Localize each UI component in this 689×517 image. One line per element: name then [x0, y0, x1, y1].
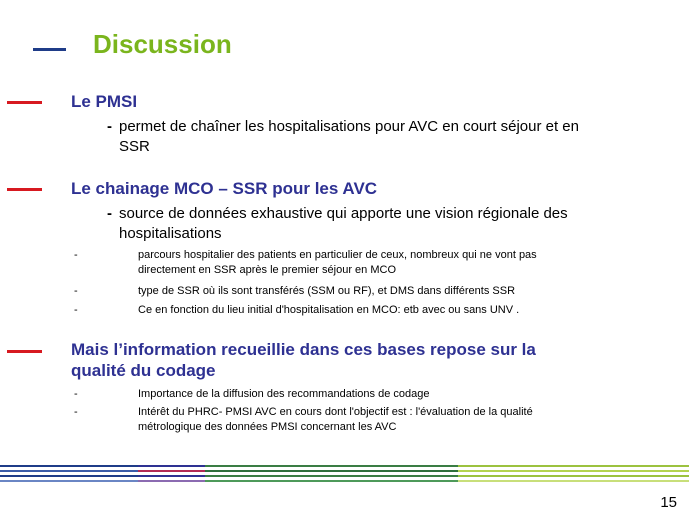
- section-heading-line1: Mais l’information recueillie dans ces bases repose sur la: [71, 340, 536, 359]
- stripe: [205, 480, 458, 482]
- detail-text-line1: Importance de la diffusion des recommandations de codage: [138, 388, 430, 400]
- detail-dash: -: [74, 249, 78, 261]
- stripe: [458, 470, 689, 472]
- section-dash-2: [7, 188, 42, 191]
- section-heading-qualite: [71, 339, 671, 381]
- stripe: [138, 470, 205, 472]
- section-heading-line2: qualité du codage: [71, 361, 216, 380]
- detail-text-line2: directement en SSR après le premier séjour en MCO: [138, 264, 396, 276]
- detail-row: [74, 405, 674, 437]
- stripe: [205, 470, 458, 472]
- stripe: [138, 475, 205, 477]
- stripe: [138, 480, 205, 482]
- sub-point-1-line1: permet de chaîner les hospitalisations pour AVC en court séjour et en: [119, 118, 579, 135]
- detail-row: [74, 248, 674, 280]
- section-heading-chainage: Le chainage MCO – SSR pour les AVC: [71, 179, 378, 198]
- detail-text-line2: métrologique des données PMSI concernant les AVC: [138, 421, 397, 433]
- detail-row: [74, 303, 674, 319]
- stripe: [0, 470, 138, 472]
- detail-dash: -: [74, 388, 78, 400]
- detail-dash: -: [74, 285, 78, 297]
- stripe: [0, 480, 138, 482]
- detail-row: [74, 284, 674, 300]
- stripe: [205, 475, 458, 477]
- section-heading-pmsi: Le PMSI: [71, 92, 138, 111]
- detail-text-line1: parcours hospitalier des patients en particulier de ceux, nombreux qui ne vont pas: [138, 249, 537, 261]
- slide-title: Discussion: [93, 29, 232, 59]
- stripe: [205, 465, 458, 467]
- stripe: [0, 475, 138, 477]
- stripe: [138, 465, 205, 467]
- page-number: 15: [660, 494, 677, 511]
- section-dash-3: [7, 350, 42, 353]
- sub-point-1-line2: SSR: [119, 138, 150, 155]
- detail-dash: -: [74, 406, 78, 418]
- sub-point-2-line1: source de données exhaustive qui apporte une vision régionale des: [119, 205, 568, 222]
- bullet-mark: -: [107, 118, 112, 135]
- stripe: [458, 480, 689, 482]
- detail-row: [74, 387, 674, 403]
- detail-text-line1: type de SSR où ils sont transférés (SSM ou RF), et DMS dans différents SSR: [138, 285, 516, 297]
- stripe: [458, 475, 689, 477]
- section-dash-1: [7, 101, 42, 104]
- sub-point-2: [107, 204, 667, 244]
- sub-point-2-line2: hospitalisations: [119, 225, 222, 242]
- bullet-mark: -: [107, 205, 112, 222]
- detail-text-line1: Ce en fonction du lieu initial d'hospitalisation en MCO: etb avec ou sans UNV .: [138, 304, 520, 316]
- detail-dash: -: [74, 304, 78, 316]
- sub-point-1: [107, 117, 667, 157]
- detail-text-line1: Intérêt du PHRC- PMSI AVC en cours dont l'objectif est : l'évaluation de la qualité: [138, 406, 533, 418]
- title-dash-decoration: [33, 48, 66, 51]
- stripe: [458, 465, 689, 467]
- stripe: [0, 465, 138, 467]
